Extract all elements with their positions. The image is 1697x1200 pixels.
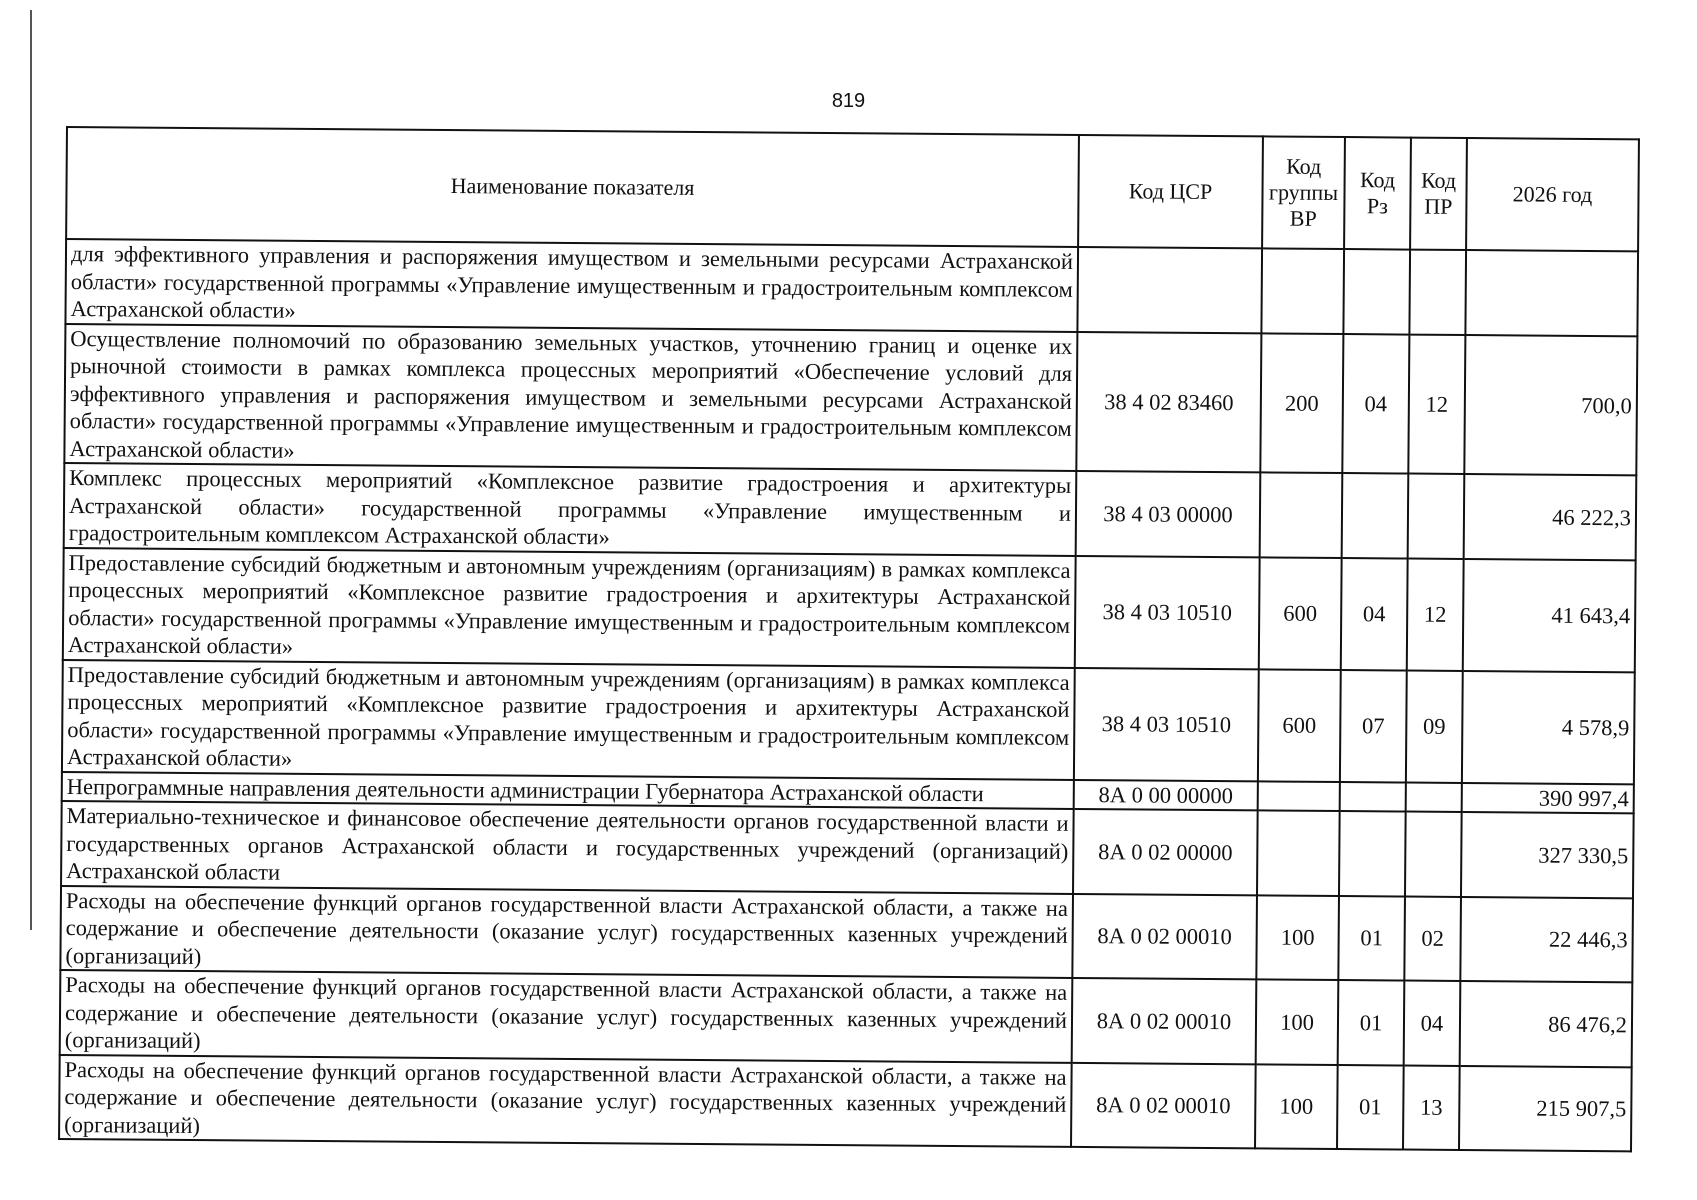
row-pr <box>1405 812 1462 897</box>
row-pr: 12 <box>1407 558 1464 670</box>
row-pr: 12 <box>1408 334 1465 474</box>
row-vr: 600 <box>1259 557 1342 670</box>
table-row <box>64 463 1637 560</box>
row-pr: 09 <box>1406 670 1463 782</box>
row-code: 38 4 03 10510 <box>1074 667 1259 780</box>
table-row <box>65 239 1638 336</box>
header-amount: 2026 год <box>1466 138 1639 251</box>
row-rz <box>1342 473 1409 558</box>
header-rz: Код Рз <box>1344 137 1411 250</box>
row-amount: 41 643,4 <box>1463 558 1636 671</box>
row-rz <box>1340 782 1406 812</box>
row-vr: 100 <box>1256 979 1339 1064</box>
table-row <box>59 1054 1632 1151</box>
table-row <box>61 801 1634 898</box>
row-name: Комплекс процессных мероприятий «Комплексное развитие градостроения и архитектуры Астраханской области» государственной программы «Управление имущественным и градостроительным комплексом Астраханской области» <box>64 463 1077 555</box>
table-row <box>62 659 1635 783</box>
header-vr: Код группы ВР <box>1262 136 1345 249</box>
table-row <box>60 970 1633 1067</box>
row-code: 8А 0 02 00010 <box>1072 893 1257 979</box>
table-row <box>64 324 1637 476</box>
row-name: Расходы на обеспечение функций органов государственной власти Астраханской области, а также на содержание и обеспечение деятельности (оказание услуг) государственных казенных учреждений (организаций) <box>60 885 1073 977</box>
row-amount: 46 222,3 <box>1464 474 1637 560</box>
row-pr <box>1406 782 1462 812</box>
row-vr <box>1261 248 1344 333</box>
row-amount: 22 446,3 <box>1460 896 1633 982</box>
row-vr <box>1258 781 1340 811</box>
row-code: 8А 0 02 00000 <box>1073 809 1258 895</box>
row-rz <box>1343 249 1410 334</box>
row-name: Предоставление субсидий бюджетным и автономным учреждениям (организациям) в рамках комплекса процессных мероприятий «Комплексное развитие градостроения и архитектуры Астраханской области» государственной программы «Управление имущественным и градостроительным комплексом Астраханской области» <box>63 547 1076 667</box>
row-vr: 100 <box>1255 1064 1338 1149</box>
row-vr <box>1260 472 1343 557</box>
row-pr: 04 <box>1404 981 1461 1066</box>
row-pr <box>1408 474 1465 559</box>
row-name: Расходы на обеспечение функций органов государственной власти Астраханской области, а также на содержание и обеспечение деятельности (оказание услуг) государственных казенных учреждений (организаций) <box>60 970 1073 1062</box>
row-rz: 04 <box>1342 334 1409 474</box>
row-name: Осуществление полномочий по образованию земельных участков, уточнению границ и оценке их рыночной стоимости в рамках комплекса процессных мероприятий «Обеспечение условий для эффективного управления и распоряжения имуществом и земельными ресурсами Астраханской области» государственной программы «Управление имущественным и градостроительным комплексом Астраханской области» <box>64 324 1077 471</box>
row-code: 8А 0 02 00010 <box>1071 1062 1256 1148</box>
page-number: 819 <box>831 90 866 112</box>
row-name: Расходы на обеспечение функций органов государственной власти Астраханской области, а также на содержание и обеспечение деятельности (оказание услуг) государственных казенных учреждений (организаций) <box>59 1054 1072 1146</box>
header-pr: Код ПР <box>1410 138 1467 250</box>
row-rz: 01 <box>1337 1065 1404 1150</box>
row-amount: 700,0 <box>1464 334 1637 475</box>
row-code: 38 4 03 00000 <box>1076 471 1261 557</box>
table-header-row <box>66 127 1639 251</box>
table-row <box>63 547 1636 671</box>
row-vr <box>1257 810 1340 895</box>
row-rz <box>1339 811 1406 896</box>
row-amount: 327 330,5 <box>1461 812 1634 898</box>
budget-table <box>58 126 1640 1152</box>
row-amount: 390 997,4 <box>1462 782 1634 813</box>
row-pr: 02 <box>1404 896 1461 981</box>
row-code: 38 4 03 10510 <box>1075 555 1260 668</box>
row-amount: 86 476,2 <box>1460 981 1633 1067</box>
row-amount: 4 578,9 <box>1462 670 1635 783</box>
row-name: Непрограммные направления деятельности администрации Губернатора Астраханской области <box>62 771 1074 808</box>
row-rz: 01 <box>1338 896 1405 981</box>
table-row <box>60 885 1633 982</box>
row-pr <box>1409 250 1466 335</box>
header-code: Код ЦСР <box>1078 135 1263 248</box>
row-code: 8А 0 02 00010 <box>1072 978 1257 1064</box>
row-amount <box>1465 250 1638 336</box>
row-name: Предоставление субсидий бюджетным и автономным учреждениям (организациям) в рамках комплекса процессных мероприятий «Комплексное развитие градостроения и архитектуры Астраханской области» государственной программы «Управление имущественным и градостроительным комплексом Астраханской области» <box>62 659 1075 779</box>
row-vr: 600 <box>1258 669 1341 782</box>
row-vr: 100 <box>1256 895 1339 980</box>
row-code: 38 4 02 83460 <box>1076 331 1261 472</box>
scan-margin-line <box>30 10 32 930</box>
row-rz: 01 <box>1338 980 1405 1065</box>
row-code: 8А 0 00 00000 <box>1074 779 1258 810</box>
row-rz: 04 <box>1341 558 1408 671</box>
row-name: для эффективного управления и распоряжения имуществом и земельными ресурсами Астраханской области» государственной программы «Управление имущественным и градостроительным комплексом Астраханской области» <box>65 239 1078 331</box>
row-code <box>1077 247 1262 333</box>
row-vr: 200 <box>1260 333 1343 473</box>
header-name: Наименование показателя <box>66 127 1079 247</box>
row-pr: 13 <box>1403 1065 1460 1150</box>
row-name: Материально-техническое и финансовое обеспечение деятельности органов государственной власти и государственных органов Астраханской области и государственных учреждений (организаций) Астраханской области <box>61 801 1074 893</box>
row-rz: 07 <box>1340 670 1407 783</box>
row-amount: 215 907,5 <box>1459 1065 1632 1151</box>
